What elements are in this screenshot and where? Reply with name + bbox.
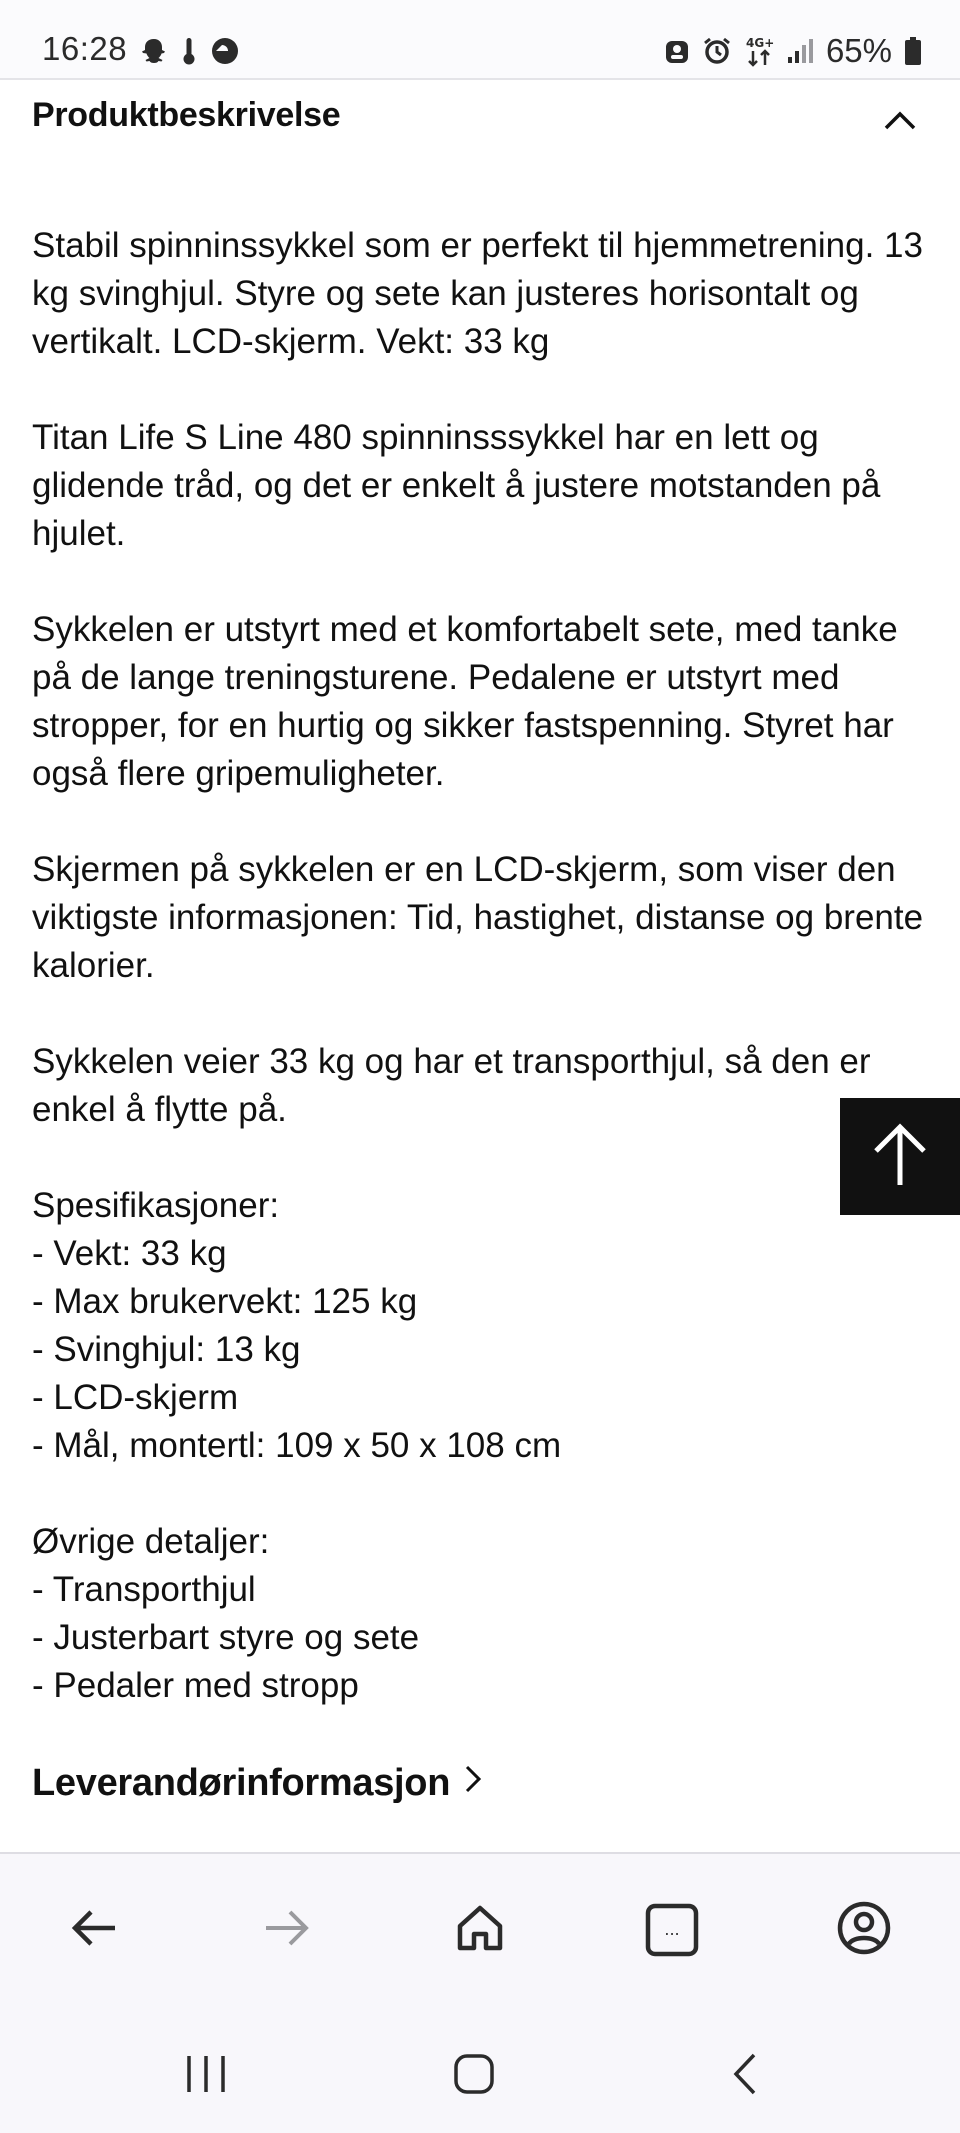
details-heading: Øvrige detaljer: [32,1522,270,1561]
back-icon [728,2051,760,2102]
scroll-to-top-button[interactable] [840,1098,960,1215]
network-4g-icon [744,35,774,67]
system-back-button[interactable] [714,2046,774,2106]
status-time: 16:28 [42,30,128,67]
description-paragraph: Sykkelen er utstyrt med et komfortabelt sete, med tanke på de lange treningsturene. Pedalene er utstyrt med stropper, for en hurtig og sikker fastspenning. Styret har også flere gripemuligheter. [32,610,898,793]
status-right [664,32,922,70]
tabs-count: ... [664,1920,680,1939]
supplier-info-label: Leverandørinformasjon [32,1762,451,1804]
browser-toolbar [0,1852,960,2010]
svg-text:4G+: 4G+ [745,36,774,50]
list-item: - Justerbart styre og sete [32,1618,420,1657]
forward-button[interactable] [255,1898,319,1962]
alarm-icon [702,36,732,66]
description-paragraph: Skjermen på sykkelen er en LCD-skjerm, som viser den viktigste informasjonen: Tid, hastighet, distanse og brente kalorier. [32,850,924,985]
back-arrow-icon [69,1906,119,1955]
recents-button[interactable] [176,2046,236,2106]
supplier-info-link[interactable] [32,1762,484,1805]
list-item: - Mål, montertl: 109 x 50 x 108 cm [32,1426,562,1465]
specifications-list [32,1182,942,1470]
list-item: - Transporthjul [32,1570,256,1609]
battery-icon [904,36,922,66]
cast-icon [664,37,690,65]
tabs-icon [644,1902,700,1958]
chevron-up-icon[interactable] [872,94,928,150]
thermometer-icon [180,36,198,66]
account-icon [836,1900,892,1961]
status-left-icons [140,36,240,66]
description-paragraph: Titan Life S Line 480 spinninsssykkel har en lett og glidende tråd, og det er enkelt å justere motstanden på hjulet. [32,418,881,553]
list-item: - Max brukervekt: 125 kg [32,1282,418,1321]
forward-arrow-icon [262,1906,312,1955]
home-icon [454,1902,506,1959]
system-nav-bar [0,2008,960,2133]
battery-percentage: 65% [825,32,892,69]
circle-half-icon [210,36,240,66]
section-title: Produktbeskrivelse [32,96,341,134]
chevron-right-icon [462,1762,484,1805]
account-button[interactable] [832,1898,896,1962]
product-description-header[interactable] [32,90,928,146]
arrow-up-icon [870,1119,930,1194]
home-button[interactable] [448,1898,512,1962]
system-home-button[interactable] [444,2046,504,2106]
status-bar [0,0,960,80]
list-item: - Vekt: 33 kg [32,1234,227,1273]
description-paragraph: Stabil spinninssykkel som er perfekt til hjemmetrening. 13 kg svinghjul. Styre og sete kan justeres horisontalt og vertikalt. LCD-skjerm. Vekt: 33 kg [32,226,923,361]
back-button[interactable] [62,1898,126,1962]
home-circle-icon [451,2051,497,2102]
list-item: - LCD-skjerm [32,1378,239,1417]
list-item: - Pedaler med stropp [32,1666,359,1705]
signal-icon [786,37,814,65]
specifications-heading: Spesifikasjoner: [32,1186,280,1225]
snapchat-icon [140,37,168,65]
tabs-button[interactable] [640,1898,704,1962]
description-paragraph: Sykkelen veier 33 kg og har et transporthjul, så den er enkel å flytte på. [32,1042,871,1129]
recents-icon [183,2054,229,2099]
details-list [32,1518,942,1710]
page-content [0,80,960,1850]
product-description [32,222,942,1710]
list-item: - Svinghjul: 13 kg [32,1330,301,1369]
